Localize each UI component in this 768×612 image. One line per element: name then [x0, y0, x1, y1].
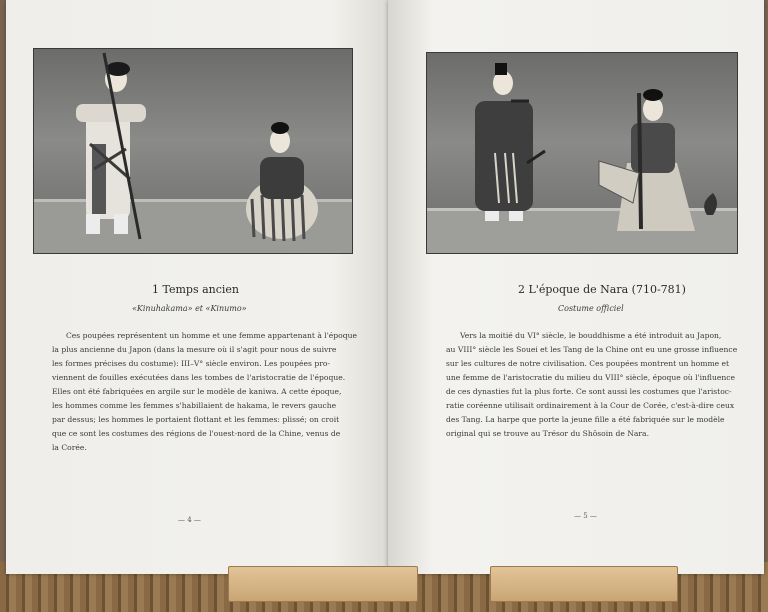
- text-line: ratie coréenne utilisait ordinairement à la Cour de Corée, c'est-à-dire ceux: [446, 401, 735, 410]
- text-line: de ces dynasties fut la plus forte. Ce sont aussi les costumes que l'aristoc-: [446, 387, 732, 396]
- text-line: des Tang. La harpe que porte la jeune fille a été fabriquée sur le modèle: [446, 415, 725, 424]
- book-stand-left: [228, 566, 418, 602]
- text-line: les formes précises du costume): III–V° siècle environ. Les poupées pro-: [52, 359, 330, 368]
- section-subtitle: Costume officiel: [558, 304, 624, 313]
- text-line: Ces poupées représentent un homme et une femme appartenant à l'époque: [66, 331, 357, 340]
- text-line: sur les cultures de notre civilisation. Ces poupées montrent un homme et: [446, 359, 730, 368]
- text-line: viennent de fouilles exécutées dans les tombes de l'aristocratie de l'époque.: [52, 373, 346, 382]
- text-line: par dessus; les hommes le portaient flottant et les femmes: plissé; on croit: [52, 415, 340, 424]
- body-paragraph: [52, 329, 357, 455]
- text-line: que ce sont les costumes des régions de l'ouest-nord de la Chine, venus de: [52, 429, 341, 438]
- doll-illustration: [427, 53, 737, 253]
- text-line: Vers la moitié du VI° siècle, le bouddhisme a été introduit au Japon,: [460, 331, 722, 340]
- section-subtitle: «Kinuhakama» et «Kinumo»: [132, 304, 247, 313]
- text-line: les hommes comme les femmes s'habillaient de hakama, le revers gauche: [52, 401, 337, 410]
- section-title: 1 Temps ancien: [152, 283, 240, 296]
- right-page: [388, 0, 764, 574]
- doll-photo-ancient-era: [33, 48, 353, 254]
- text-line: la Corée.: [52, 443, 87, 452]
- page-number: — 4 —: [178, 516, 201, 524]
- text-line: au VIII° siècle les Souei et les Tang de la Chine ont eu une grosse influence: [446, 345, 738, 354]
- section-title: 2 L'époque de Nara (710-781): [518, 283, 686, 296]
- text-line: Elles ont été fabriquées en argile sur le modèle de kaniwa. A cette époque,: [52, 387, 342, 396]
- doll-photo-nara-era: [426, 52, 738, 254]
- text-line: une femme de l'aristocratie du milieu du VIII° siècle, époque où l'influence: [446, 373, 736, 382]
- body-paragraph: [446, 329, 737, 441]
- text-line: la plus ancienne du Japon (dans la mesure où il s'agit pour nous de suivre: [52, 345, 337, 354]
- page-number: — 5 —: [574, 512, 597, 520]
- text-line: original qui se trouve au Trésor du Shôsoin de Nara.: [446, 429, 649, 438]
- left-page: [6, 0, 390, 574]
- doll-illustration: [34, 49, 352, 253]
- book-stand-right: [490, 566, 678, 602]
